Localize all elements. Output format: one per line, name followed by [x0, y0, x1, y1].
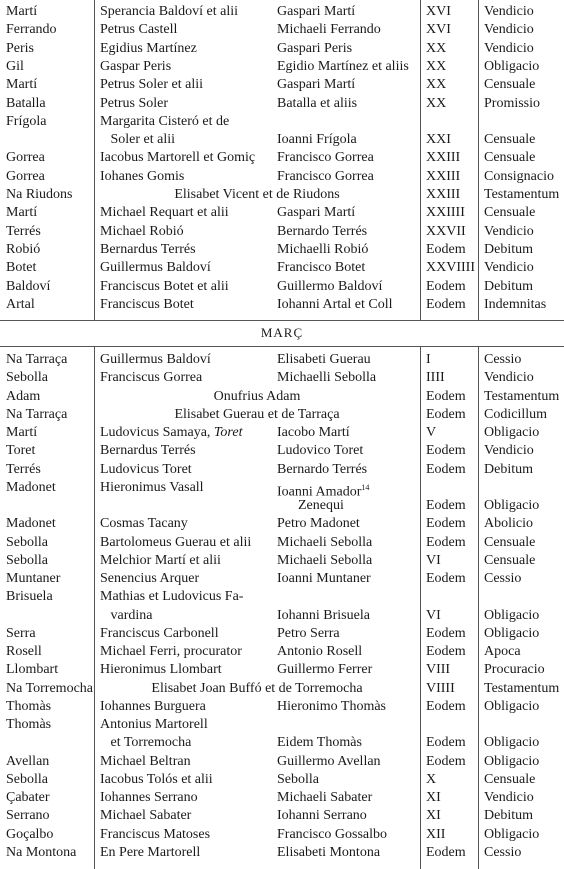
- surname-cell: Madonet: [6, 516, 56, 532]
- grantee-cell: Iacobo Martí: [277, 425, 350, 440]
- act-type-cell: Obligacio: [484, 826, 540, 842]
- surname-cell: Na Tarraça: [6, 352, 68, 367]
- act-type-cell: Obligacio: [484, 607, 540, 623]
- act-type-cell: Abolicio: [484, 516, 533, 532]
- day-cell: Eodem: [426, 571, 466, 586]
- act-type-cell: Obligacio: [484, 698, 540, 714]
- day-cell: XII: [426, 826, 446, 842]
- act-type-cell: Testamentum: [484, 388, 560, 404]
- act-type-cell: Vendicio: [484, 22, 534, 38]
- grantor-cell: Guillermus Baldoví: [100, 260, 211, 276]
- grantor-cell: Soler et alii: [100, 132, 176, 148]
- section-divider-top: [0, 320, 564, 321]
- day-cell: XI: [426, 808, 441, 824]
- surname-cell: Na Riudons: [6, 187, 73, 202]
- surname-cell: Robió: [6, 241, 41, 257]
- surname-cell: Na Montona: [6, 844, 77, 860]
- surname-cell: Peris: [6, 40, 34, 56]
- grantor-cell: vardina: [100, 607, 153, 623]
- act-type-cell: Vendicio: [484, 790, 534, 805]
- act-type-cell: Obligacio: [484, 735, 540, 751]
- merged-party-cell: Onufrius Adam: [213, 388, 301, 404]
- column-rule: [420, 0, 421, 320]
- surname-cell: Thomàs: [6, 717, 52, 732]
- day-cell: Eodem: [426, 461, 466, 477]
- grantee-cell: Michaeli Sabater: [277, 790, 373, 805]
- act-type-cell: Debitum: [484, 808, 533, 824]
- grantee-cell: Iohanni Artal et Coll: [277, 296, 393, 312]
- grantor-cell: et Torremocha: [100, 735, 192, 751]
- day-cell: VIII: [426, 662, 451, 678]
- day-cell: VIIII: [426, 680, 455, 696]
- surname-cell: Brisuela: [6, 589, 53, 605]
- grantor-cell: Michael Ferri, procurator: [100, 644, 242, 659]
- surname-cell: Muntaner: [6, 571, 61, 586]
- day-cell: Eodem: [426, 644, 466, 659]
- day-cell: Eodem: [426, 753, 466, 769]
- grantee-cell: Gaspari Martí: [277, 4, 356, 19]
- day-cell: Eodem: [426, 516, 466, 532]
- grantee-cell: Michaelli Robió: [277, 241, 369, 257]
- grantee-cell: Gaspari Peris: [277, 40, 353, 56]
- act-type-cell: Censuale: [484, 771, 536, 787]
- surname-cell: Avellan: [6, 753, 50, 769]
- grantor-cell: Mathias et Ludovicus Fa-: [100, 589, 244, 605]
- surname-cell: Artal: [6, 296, 35, 312]
- surname-cell: Gil: [6, 58, 24, 74]
- grantor-cell: Guillermus Baldoví: [100, 352, 211, 367]
- surname-cell: Toret: [6, 443, 36, 459]
- column-rule: [478, 0, 479, 320]
- day-cell: Eodem: [426, 534, 466, 550]
- grantee-cell: Francisco Gorrea: [277, 168, 374, 184]
- grantee-cell: Francisco Gorrea: [277, 150, 374, 166]
- grantor-cell: Iacobus Tolós et alii: [100, 771, 213, 787]
- grantor-cell: Ludovicus Toret: [100, 461, 192, 477]
- grantor-cell: Bernardus Terrés: [100, 443, 196, 459]
- grantee-cell: Gaspari Martí: [277, 77, 356, 93]
- grantee-cell: Michaeli Sebolla: [277, 552, 373, 568]
- grantor-cell: Hieronimus Vasall: [100, 479, 204, 495]
- grantor-cell: Iohannes Burguera: [100, 698, 206, 714]
- grantee-cell: Zenequi: [277, 498, 344, 513]
- surname-cell: Na Tarraça: [6, 406, 68, 422]
- act-type-cell: Vendicio: [484, 40, 534, 56]
- act-type-cell: Censuale: [484, 552, 536, 568]
- act-type-cell: Vendicio: [484, 443, 534, 459]
- surname-cell: Adam: [6, 388, 41, 404]
- grantee-cell: Elisabeti Guerau: [277, 352, 371, 367]
- grantor-cell: Franciscus Botet: [100, 296, 194, 312]
- act-type-cell: Procuracio: [484, 662, 545, 678]
- surname-cell: Serra: [6, 625, 36, 641]
- act-type-cell: Debitum: [484, 241, 533, 257]
- act-type-cell: Cessio: [484, 571, 522, 586]
- day-cell: XX: [426, 95, 447, 111]
- grantor-cell: Hieronimus Llombart: [100, 662, 222, 678]
- surname-cell: Na Torremocha: [6, 680, 94, 696]
- day-cell: Eodem: [426, 406, 466, 422]
- grantor-cell: Michael Robió: [100, 223, 184, 239]
- day-cell: Eodem: [426, 278, 466, 294]
- day-cell: VI: [426, 607, 441, 623]
- grantee-cell: Iohanni Serrano: [277, 808, 367, 824]
- day-cell: Eodem: [426, 443, 466, 459]
- grantor-cell: Michael Beltran: [100, 753, 191, 769]
- merged-party-cell: Elisabet Guerau et de Tarraça: [174, 406, 340, 422]
- act-type-cell: Obligacio: [484, 498, 540, 513]
- surname-cell: Martí: [6, 425, 38, 440]
- grantor-cell: Gaspar Peris: [100, 58, 172, 74]
- surname-cell: Martí: [6, 77, 38, 93]
- day-cell: IIII: [426, 370, 445, 386]
- grantee-cell: Petro Madonet: [277, 516, 360, 532]
- day-cell: VI: [426, 552, 441, 568]
- act-type-cell: Testamentum: [484, 187, 560, 202]
- act-type-cell: Obligacio: [484, 425, 540, 440]
- surname-cell: Martí: [6, 205, 38, 221]
- grantee-cell: Guillermo Avellan: [277, 753, 381, 769]
- grantee-cell: Michaeli Ferrando: [277, 22, 381, 38]
- act-type-cell: Debitum: [484, 278, 533, 294]
- grantor-cell: Antonius Martorell: [100, 717, 208, 732]
- grantee-cell: Ioanni Muntaner: [277, 571, 371, 586]
- grantor-cell: Bernardus Terrés: [100, 241, 196, 257]
- grantee-cell: Guillermo Ferrer: [277, 662, 373, 678]
- grantee-cell: Ioanni Frígola: [277, 132, 357, 148]
- act-type-cell: Cessio: [484, 352, 522, 367]
- day-cell: XXIII: [426, 168, 461, 184]
- grantee-cell: Elisabeti Montona: [277, 844, 381, 860]
- surname-cell: Goçalbo: [6, 826, 54, 842]
- grantor-cell: [100, 424, 242, 442]
- grantee-cell: Iohanni Brisuela: [277, 607, 370, 623]
- act-type-cell: Censuale: [484, 205, 536, 221]
- grantee-cell: Egidio Martínez et aliis: [277, 58, 409, 74]
- day-cell: XXI: [426, 132, 451, 148]
- act-type-cell: Obligacio: [484, 625, 540, 641]
- day-cell: XVI: [426, 4, 451, 19]
- day-cell: X: [426, 771, 437, 787]
- grantor-cell: Franciscus Matoses: [100, 826, 211, 842]
- grantor-cell: Iohannes Serrano: [100, 790, 198, 805]
- surname-cell: Terrés: [6, 223, 41, 239]
- grantor-italic-note: Toret: [213, 425, 243, 440]
- surname-cell: Ferrando: [6, 22, 57, 38]
- grantor-cell: Margarita Cisteró et de: [100, 113, 230, 129]
- grantee-text: Ioanni Amador: [277, 484, 362, 500]
- grantor-cell: Iacobus Martorell et Gomiç: [100, 150, 256, 166]
- grantor-cell: Petrus Soler: [100, 95, 169, 111]
- act-type-cell: Indemnitas: [484, 296, 547, 312]
- act-type-cell: Censuale: [484, 77, 536, 93]
- surname-cell: Sebolla: [6, 771, 48, 787]
- grantor-cell: Franciscus Gorrea: [100, 370, 203, 386]
- column-rule: [478, 347, 479, 869]
- surname-cell: Terrés: [6, 461, 41, 477]
- act-type-cell: Obligacio: [484, 753, 540, 769]
- day-cell: Eodem: [426, 498, 466, 513]
- day-cell: XXVIIII: [426, 260, 475, 276]
- day-cell: XXVII: [426, 223, 466, 239]
- section-title: MARÇ: [260, 325, 304, 340]
- surname-cell: Botet: [6, 260, 37, 276]
- day-cell: Eodem: [426, 388, 466, 404]
- grantor-cell: Cosmas Tacany: [100, 516, 188, 532]
- day-cell: XX: [426, 77, 447, 93]
- footnote-marker: 14: [361, 482, 370, 492]
- merged-party-cell: Elisabet Joan Buffó et de Torremocha: [151, 680, 363, 696]
- surname-cell: Sebolla: [6, 370, 48, 386]
- surname-cell: Batalla: [6, 95, 46, 111]
- day-cell: XXIII: [426, 150, 461, 166]
- column-rule: [94, 0, 95, 320]
- act-type-cell: Vendicio: [484, 260, 534, 276]
- surname-cell: Madonet: [6, 479, 56, 495]
- grantee-cell: Francisco Botet: [277, 260, 366, 276]
- day-cell: XX: [426, 40, 447, 56]
- day-cell: Eodem: [426, 625, 466, 641]
- act-type-cell: Censuale: [484, 150, 536, 166]
- section-divider-bottom: [0, 346, 564, 347]
- grantor-cell: Egidius Martínez: [100, 40, 197, 56]
- grantee-cell: Antonio Rosell: [277, 644, 363, 659]
- grantor-cell: Iohanes Gomis: [100, 168, 185, 184]
- day-cell: Eodem: [426, 698, 466, 714]
- grantor-cell: Sperancia Baldoví et alii: [100, 4, 239, 19]
- grantee-cell: Ludovico Toret: [277, 443, 364, 459]
- surname-cell: Sebolla: [6, 552, 48, 568]
- grantor-cell: Senencius Arquer: [100, 571, 200, 586]
- grantee-cell: Hieronimo Thomàs: [277, 698, 387, 714]
- merged-party-cell: Elisabet Vicent et de Riudons: [174, 187, 340, 202]
- surname-cell: Rosell: [6, 644, 42, 659]
- grantee-cell: Michaeli Sebolla: [277, 534, 373, 550]
- grantee-cell: Bernardo Terrés: [277, 461, 368, 477]
- act-type-cell: Vendicio: [484, 223, 534, 239]
- grantor-cell: Bartolomeus Guerau et alii: [100, 534, 252, 550]
- act-type-cell: Apoca: [484, 644, 521, 659]
- surname-cell: Serrano: [6, 808, 50, 824]
- grantor-cell: Petrus Castell: [100, 22, 178, 38]
- day-cell: Eodem: [426, 844, 466, 860]
- day-cell: V: [426, 425, 437, 440]
- grantee-cell: Francisco Gossalbo: [277, 826, 388, 842]
- surname-cell: Gorrea: [6, 168, 45, 184]
- act-type-cell: Promissio: [484, 95, 541, 111]
- act-type-cell: Testamentum: [484, 680, 560, 696]
- day-cell: Eodem: [426, 735, 466, 751]
- act-type-cell: Vendicio: [484, 370, 534, 386]
- surname-cell: Baldoví: [6, 278, 51, 294]
- day-cell: Eodem: [426, 241, 466, 257]
- grantee-cell: Guillermo Baldoví: [277, 278, 383, 294]
- grantor-text: Ludovicus Samaya,: [100, 425, 214, 440]
- grantor-cell: En Pere Martorell: [100, 844, 201, 860]
- day-cell: XVI: [426, 22, 451, 38]
- surname-cell: Frígola: [6, 113, 47, 129]
- grantee-cell: Sebolla: [277, 771, 319, 787]
- surname-cell: Çabater: [6, 790, 50, 805]
- column-rule: [420, 347, 421, 869]
- act-type-cell: Cessio: [484, 844, 522, 860]
- grantee-cell: Eidem Thomàs: [277, 735, 362, 751]
- surname-cell: Gorrea: [6, 150, 45, 166]
- day-cell: XX: [426, 58, 447, 74]
- day-cell: XXIII: [426, 187, 461, 202]
- grantor-cell: Michael Requart et alii: [100, 205, 229, 221]
- surname-cell: Sebolla: [6, 534, 48, 550]
- act-type-cell: Censuale: [484, 132, 536, 148]
- act-type-cell: Consignacio: [484, 168, 554, 184]
- grantor-cell: Franciscus Carbonell: [100, 625, 219, 641]
- grantor-cell: Franciscus Botet et alii: [100, 278, 229, 294]
- day-cell: Eodem: [426, 296, 466, 312]
- grantee-cell: Gaspari Martí: [277, 205, 356, 221]
- act-type-cell: Obligacio: [484, 58, 540, 74]
- grantee-cell: Petro Serra: [277, 625, 340, 641]
- act-type-cell: Censuale: [484, 534, 536, 550]
- grantee-cell: Michaelli Sebolla: [277, 370, 377, 386]
- column-rule: [94, 347, 95, 869]
- grantor-cell: Petrus Soler et alii: [100, 77, 204, 93]
- day-cell: I: [426, 352, 431, 367]
- day-cell: XXIIII: [426, 205, 465, 221]
- grantee-cell: Bernardo Terrés: [277, 223, 368, 239]
- act-type-cell: Codicillum: [484, 406, 547, 422]
- grantee-cell: Batalla et aliis: [277, 95, 358, 111]
- grantor-cell: Michael Sabater: [100, 808, 192, 824]
- surname-cell: Thomàs: [6, 698, 52, 714]
- surname-cell: Martí: [6, 4, 38, 19]
- day-cell: XI: [426, 790, 441, 805]
- grantor-cell: Melchior Martí et alii: [100, 552, 221, 568]
- surname-cell: Llombart: [6, 662, 59, 678]
- act-type-cell: Vendicio: [484, 4, 534, 19]
- act-type-cell: Debitum: [484, 461, 533, 477]
